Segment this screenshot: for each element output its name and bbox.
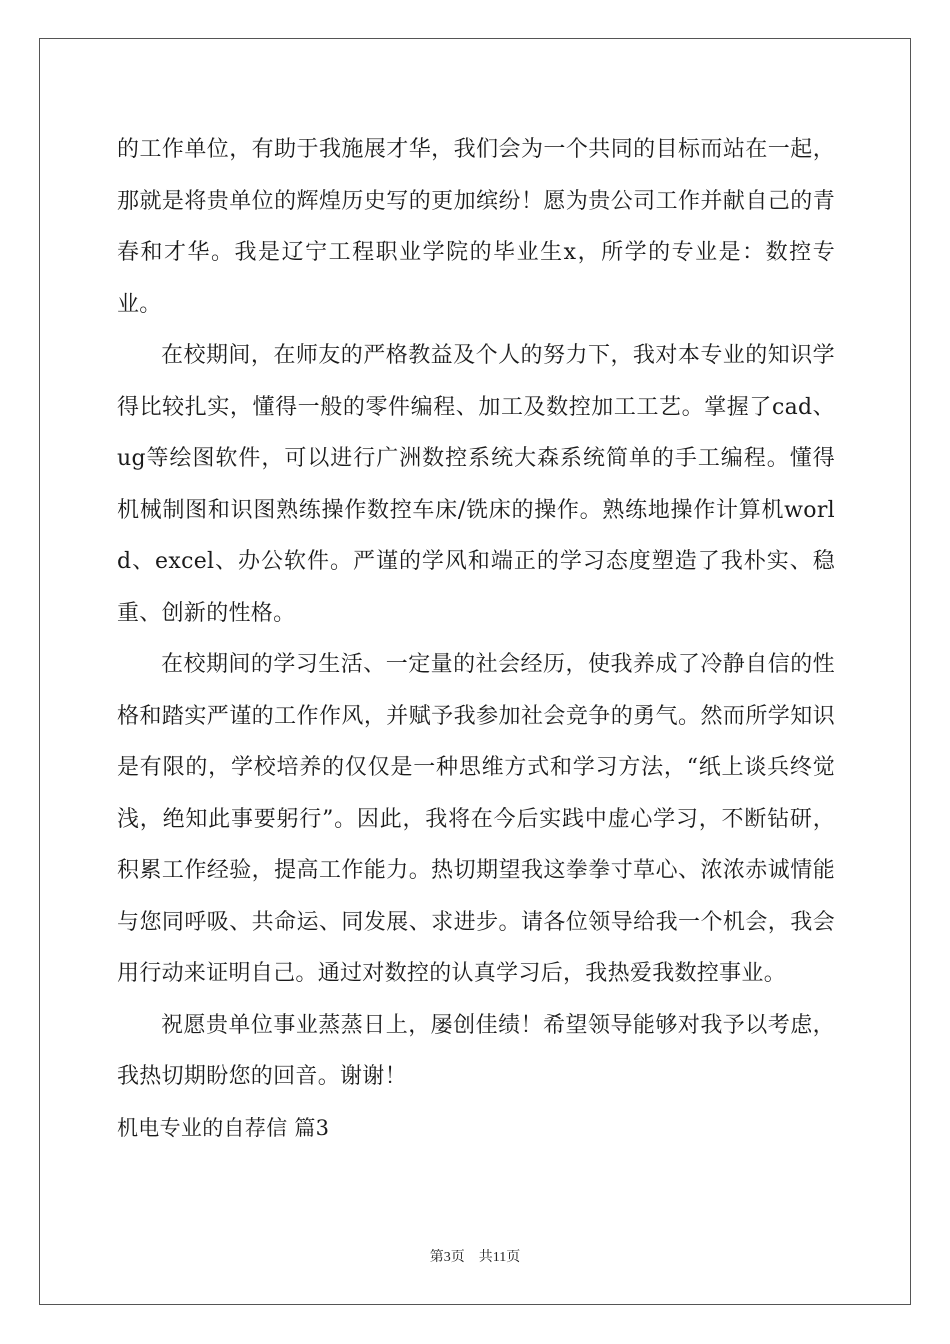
paragraph-4: 祝愿贵单位事业蒸蒸日上，屡创佳绩！希望领导能够对我予以考虑，我热切期盼您的回音。谢谢！ — [117, 1012, 835, 1089]
paragraph-1: 的工作单位，有助于我施展才华，我们会为一个共同的目标而站在一起，那就是将贵单位的辉煌历史写的更加缤纷！愿为贵公司工作并献自己的青春和才华。我是辽宁工程职业学院的毕业生x，所学的专业是：数控专业。 — [117, 137, 835, 317]
section-heading: 机电专业的自荐信 篇3 — [117, 1115, 330, 1140]
paragraph-3: 在校期间的学习生活、一定量的社会经历，使我养成了冷静自信的性格和踏实严谨的工作作风，并赋予我参加社会竞争的勇气。然而所学知识是有限的，学校培养的仅仅是一种思维方式和学习方法，“纸上谈兵终觉浅，绝知此事要躬行”。因此，我将在今后实践中虚心学习，不断钻研，积累工作经验，提高工作能力。热切期望我这拳拳寸草心、浓浓赤诚情能与您同呼吸、共命运、同发展、求进步。请各位领导给我一个机会，我会用行动来证明自己。通过对数控的认真学习后，我热爱我数控事业。 — [117, 652, 835, 986]
document-body — [117, 124, 835, 1154]
paragraph-2: 在校期间，在师友的严格教益及个人的努力下，我对本专业的知识学得比较扎实，懂得一般的零件编程、加工及数控加工工艺。掌握了cad、ug等绘图软件，可以进行广洲数控系统大森系统简单的手工编程。懂得机械制图和识图熟练操作数控车床/铣床的操作。熟练地操作计算机world、excel、办公软件。严谨的学风和端正的学习态度塑造了我朴实、稳重、创新的性格。 — [117, 343, 835, 626]
page-total: 共11页 — [478, 1250, 521, 1265]
page-footer — [0, 1246, 950, 1266]
page-number: 第3页 — [429, 1250, 465, 1265]
